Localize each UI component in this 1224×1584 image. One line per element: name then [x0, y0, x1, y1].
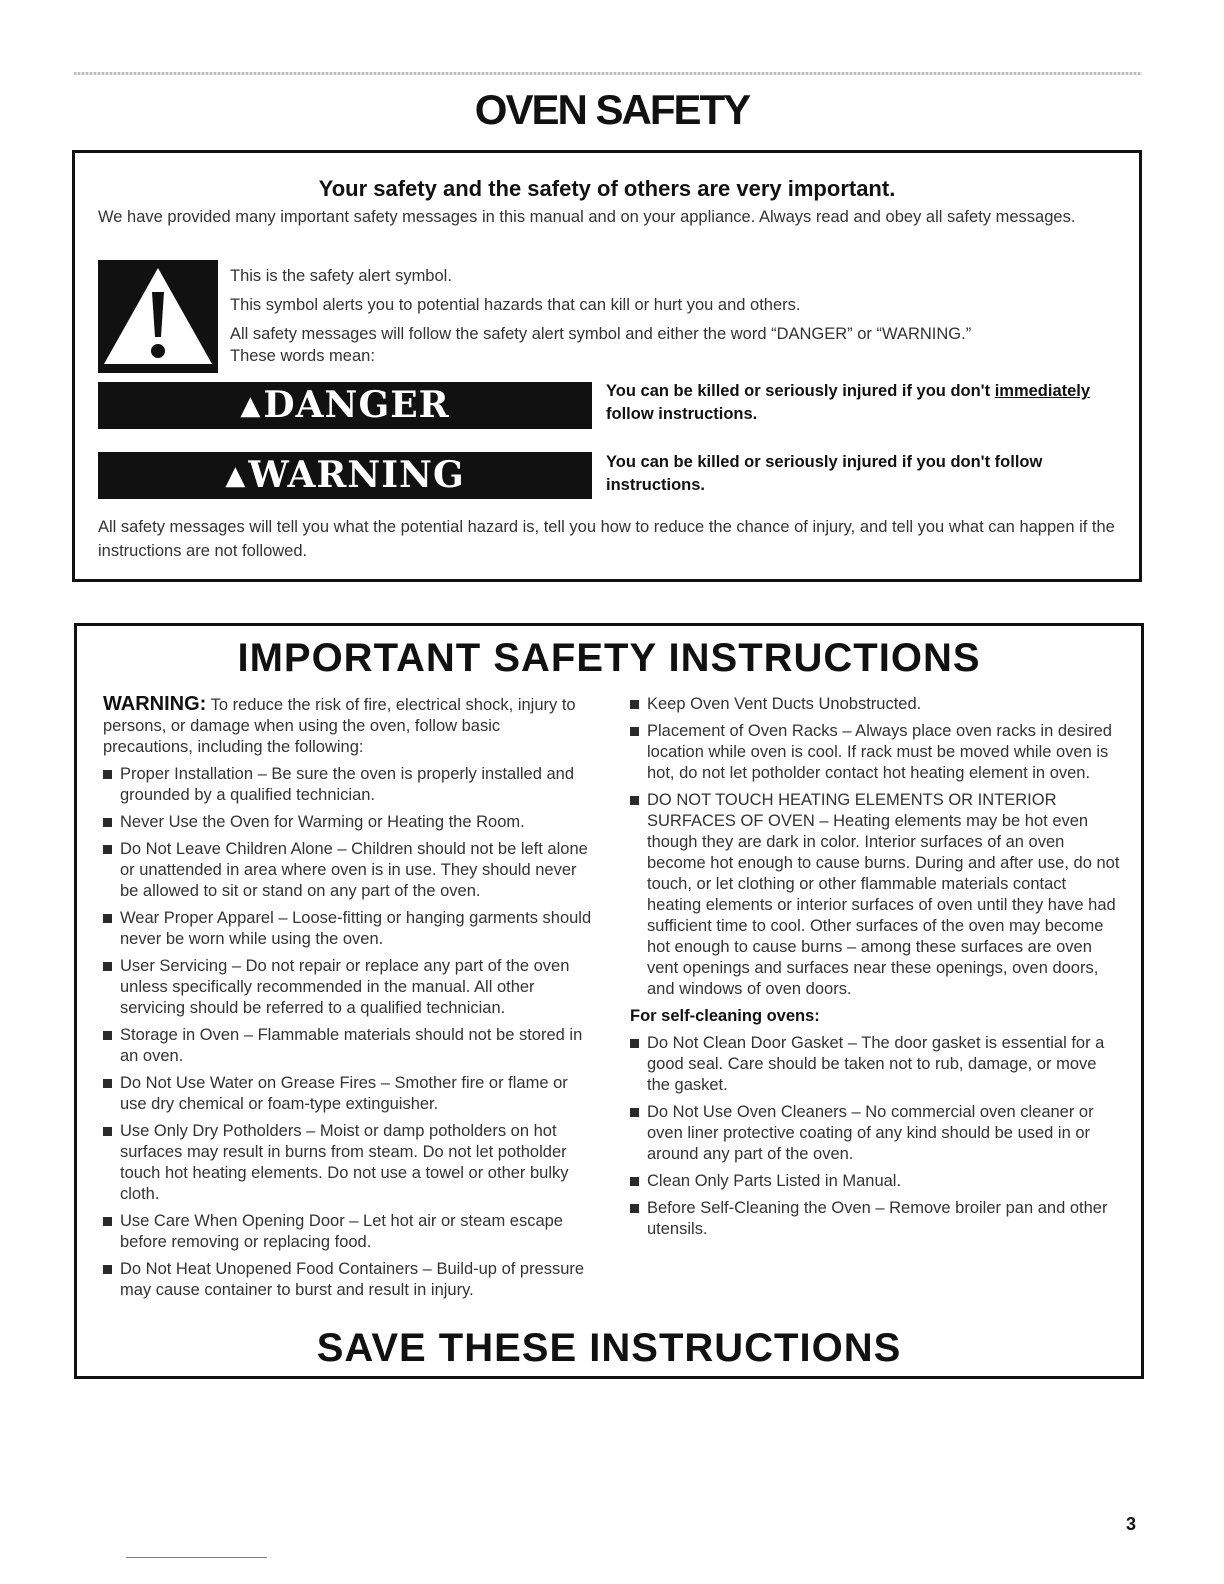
square-bullet-icon [103, 1265, 112, 1274]
list-item [103, 812, 593, 833]
list-item-text: Clean Only Parts Listed in Manual. [647, 1172, 902, 1190]
danger-text-emphasis: immediately [994, 382, 1091, 400]
warning-label: WARNING [248, 454, 465, 496]
right-instruction-list [630, 694, 1122, 1000]
safety-message-box [72, 150, 1142, 582]
footer-link-underline [126, 1557, 267, 1558]
save-instructions-title: SAVE THESE INSTRUCTIONS [316, 1326, 902, 1370]
list-item [630, 1033, 1122, 1096]
list-item-text: Storage in Oven – Flammable materials should not be stored in an oven. [120, 1026, 583, 1065]
danger-text-before: You can be killed or seriously injured if you don't [606, 382, 995, 400]
self-cleaning-heading: For self-cleaning ovens: [630, 1007, 820, 1025]
list-item-text: Placement of Oven Racks – Always place oven racks in desired location while oven is cool. If rack must be moved while oven is hot, do not let potholder contact hot heating element in oven. [647, 722, 1112, 782]
list-item-text: Keep Oven Vent Ducts Unobstructed. [647, 695, 922, 713]
list-item-text: Do Not Leave Children Alone – Children should not be left alone or unattended in area where oven is in use. They should never be allowed to sit or stand on any part of the oven. [120, 840, 588, 900]
list-item-text: Do Not Use Oven Cleaners – No commercial oven cleaner or oven liner protective coating of any kind should be used in or around any part of the oven. [647, 1103, 1094, 1163]
list-item [103, 1259, 593, 1301]
square-bullet-icon [103, 1217, 112, 1226]
square-bullet-icon [103, 845, 112, 854]
list-item [103, 764, 593, 806]
list-item [630, 694, 1122, 715]
page-title: OVEN SAFETY [474, 86, 750, 133]
list-item-text: Before Self-Cleaning the Oven – Remove broiler pan and other utensils. [647, 1199, 1108, 1238]
list-item [630, 1102, 1122, 1165]
safety-alert-symbol-icon [98, 260, 218, 373]
danger-text-after: follow instructions. [606, 405, 758, 423]
list-item [103, 1025, 593, 1067]
square-bullet-icon [103, 818, 112, 827]
safety-closing-text: All safety messages will tell you what the potential hazard is, tell you how to reduce the chance of injury, and tell you what can happen if the instructions are not followed. [98, 518, 1115, 560]
square-bullet-icon [630, 1204, 639, 1213]
alert-line: These words mean: [230, 347, 375, 365]
list-item [630, 1171, 1122, 1192]
list-item [630, 721, 1122, 784]
list-item-text: Do Not Use Water on Grease Fires – Smother fire or flame or use dry chemical or foam-type extinguisher. [120, 1074, 568, 1113]
safety-intro-text: We have provided many important safety messages in this manual and on your appliance. Always read and obey all safety messages. [98, 208, 1076, 226]
warning-meaning: You can be killed or seriously injured if you don't follow instructions. [606, 453, 1043, 494]
list-item [630, 790, 1122, 1000]
danger-label: DANGER [263, 384, 450, 426]
list-item-text: DO NOT TOUCH HEATING ELEMENTS OR INTERIOR SURFACES OF OVEN – Heating elements may be hot even though they are dark in color. Interior surfaces of an oven become hot enough to cause burns. During and after use, do not touch, or let clothing or other flammable materials contact heating elements or interior surfaces of oven until they have had sufficient time to cool. Other surfaces of the oven may become hot enough to cause burns – among these surfaces are oven vent openings and surfaces near these openings, oven doors, and windows of oven doors. [647, 791, 1120, 998]
instructions-left-column [103, 694, 593, 1307]
list-item-text: Use Care When Opening Door – Let hot air or steam escape before removing or replacing food. [120, 1212, 563, 1251]
square-bullet-icon [103, 1127, 112, 1136]
alert-line: This symbol alerts you to potential hazards that can kill or hurt you and others. [230, 296, 801, 314]
list-item-text: User Servicing – Do not repair or replace any part of the oven unless specifically recommended in the manual. All other servicing should be referred to a qualified technician. [120, 957, 570, 1017]
list-item [630, 1198, 1122, 1240]
page-number: 3 [1126, 1514, 1137, 1534]
important-safety-instructions-box [74, 623, 1144, 1379]
list-item-text: Use Only Dry Potholders – Moist or damp potholders on hot surfaces may result in burns from steam. Do not let potholder touch hot heating elements. Do not use a towel or other bulky cloth. [120, 1122, 569, 1203]
alert-triangle-icon: ▲ [240, 391, 262, 421]
list-item [103, 1073, 593, 1115]
square-bullet-icon [103, 770, 112, 779]
list-item [103, 1121, 593, 1205]
square-bullet-icon [630, 700, 639, 709]
warning-word: WARNING: [103, 693, 207, 715]
square-bullet-icon [103, 914, 112, 923]
warning-lead-paragraph [103, 694, 593, 758]
square-bullet-icon [630, 1039, 639, 1048]
instructions-right-column [630, 694, 1122, 1246]
square-bullet-icon [630, 796, 639, 805]
list-item-text: Proper Installation – Be sure the oven is properly installed and grounded by a qualified technician. [120, 765, 575, 804]
top-divider-rule [74, 72, 1142, 75]
square-bullet-icon [630, 1177, 639, 1186]
list-item-text: Wear Proper Apparel – Loose-fitting or hanging garments should never be worn while using the oven. [120, 909, 592, 948]
list-item-text: Never Use the Oven for Warming or Heating the Room. [120, 813, 525, 831]
square-bullet-icon [103, 962, 112, 971]
square-bullet-icon [103, 1079, 112, 1088]
danger-signal-bar [98, 382, 592, 429]
square-bullet-icon [630, 727, 639, 736]
danger-meaning [606, 380, 1136, 426]
safety-headline: Your safety and the safety of others are very important. [318, 176, 896, 201]
alert-line: This is the safety alert symbol. [230, 267, 452, 285]
list-item-text: Do Not Clean Door Gasket – The door gasket is essential for a good seal. Care should be taken not to rub, damage, or move the gasket. [647, 1034, 1105, 1094]
self-cleaning-list [630, 1033, 1122, 1240]
square-bullet-icon [103, 1031, 112, 1040]
list-item-text: Do Not Heat Unopened Food Containers – Build-up of pressure may cause container to burst and result in injury. [120, 1260, 585, 1299]
left-instruction-list [103, 764, 593, 1301]
warning-signal-bar [98, 452, 592, 499]
important-safety-instructions-title: IMPORTANT SAFETY INSTRUCTIONS [237, 636, 981, 680]
warning-lead-text: To reduce the risk of fire, electrical shock, injury to persons, or damage when using the oven, follow basic precautions, including the following: [103, 696, 576, 756]
alert-line: All safety messages will follow the safety alert symbol and either the word “DANGER” or “WARNING.” [230, 325, 972, 343]
list-item [103, 1211, 593, 1253]
list-item [103, 908, 593, 950]
list-item [103, 956, 593, 1019]
list-item [103, 839, 593, 902]
square-bullet-icon [630, 1108, 639, 1117]
alert-symbol-explanation [230, 265, 1110, 374]
alert-triangle-icon: ▲ [225, 461, 247, 491]
